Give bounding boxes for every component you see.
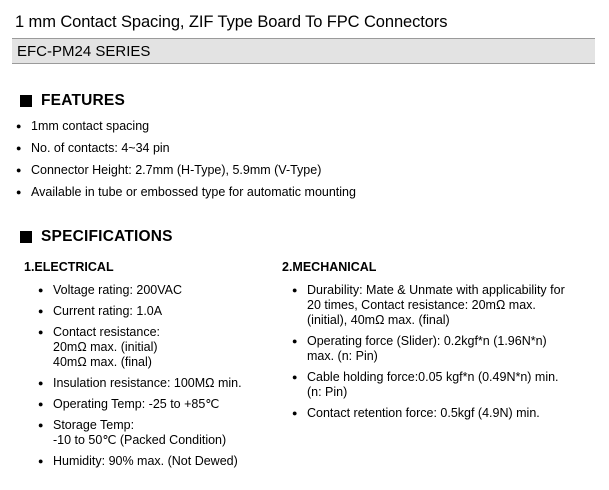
list-item: [36, 283, 280, 298]
features-list: [14, 119, 597, 200]
list-item: [36, 418, 280, 448]
list-item: ● Available in tube or embossed type for automatic mounting: [14, 185, 597, 200]
list-item: ● 1mm contact spacing: [14, 119, 597, 134]
list-item: [36, 376, 280, 391]
list-item: [36, 397, 280, 412]
list-item-line: ● Voltage rating: 200VAC: [53, 283, 183, 297]
electrical-list: [36, 283, 280, 469]
list-item-line: ● Cable holding force:0.05 kgf*n (0.49N*n) min.: [307, 370, 559, 384]
list-item-line: 40mΩ max. (final): [53, 355, 152, 369]
features-heading: FEATURES: [41, 92, 125, 109]
features-section-header: [20, 92, 597, 110]
list-item: ● Connector Height: 2.7mm (H-Type), 5.9mm (V-Type): [14, 163, 597, 178]
list-item: [36, 304, 280, 319]
list-item-line: ● Current rating: 1.0A: [53, 304, 163, 318]
mechanical-list: [290, 283, 597, 421]
list-item-line: (n: Pin): [307, 385, 348, 399]
list-item-line: (initial), 40mΩ max. (final): [307, 313, 450, 327]
page-title: 1 mm Contact Spacing, ZIF Type Board To FPC Connectors: [15, 13, 448, 31]
list-item-line: ● Insulation resistance: 100MΩ min.: [53, 376, 242, 390]
list-item: [290, 370, 597, 400]
list-item: [290, 283, 597, 328]
series-label: EFC-PM24 SERIES: [17, 42, 151, 60]
list-item: [290, 334, 597, 364]
list-item: ● No. of contacts: 4~34 pin: [14, 141, 597, 156]
list-item-line: ● Contact retention force: 0.5kgf (4.9N) min.: [307, 406, 540, 420]
mechanical-title: 2.MECHANICAL: [282, 260, 377, 274]
list-item-line: 20mΩ max. (initial): [53, 340, 158, 354]
list-item-line: ● Operating force (Slider): 0.2kgf*n (1.96N*n): [307, 334, 547, 348]
electrical-column: [22, 260, 280, 475]
list-item-line: max. (n: Pin): [307, 349, 378, 363]
list-item: [36, 454, 280, 469]
list-item: [36, 325, 280, 370]
list-item: [290, 406, 597, 421]
list-item-line: ● Storage Temp:: [53, 418, 135, 432]
square-bullet-icon: [20, 95, 32, 107]
electrical-title: 1.ELECTRICAL: [24, 260, 114, 274]
specifications-section-header: [20, 228, 597, 246]
list-item-line: ● Operating Temp: -25 to +85℃: [53, 397, 220, 411]
list-item-line: ● Contact resistance:: [53, 325, 160, 339]
series-banner: [12, 38, 595, 64]
list-item-line: 20 times, Contact resistance: 20mΩ max.: [307, 298, 536, 312]
list-item-line: -10 to 50℃ (Packed Condition): [53, 433, 227, 447]
list-item-line: ● Durability: Mate & Unmate with applicability for: [307, 283, 565, 297]
specifications-heading: SPECIFICATIONS: [41, 228, 173, 245]
list-item-line: ● Humidity: 90% max. (Not Dewed): [53, 454, 238, 468]
specifications-columns: [22, 260, 597, 475]
square-bullet-icon: [20, 231, 32, 243]
mechanical-column: [280, 260, 597, 475]
